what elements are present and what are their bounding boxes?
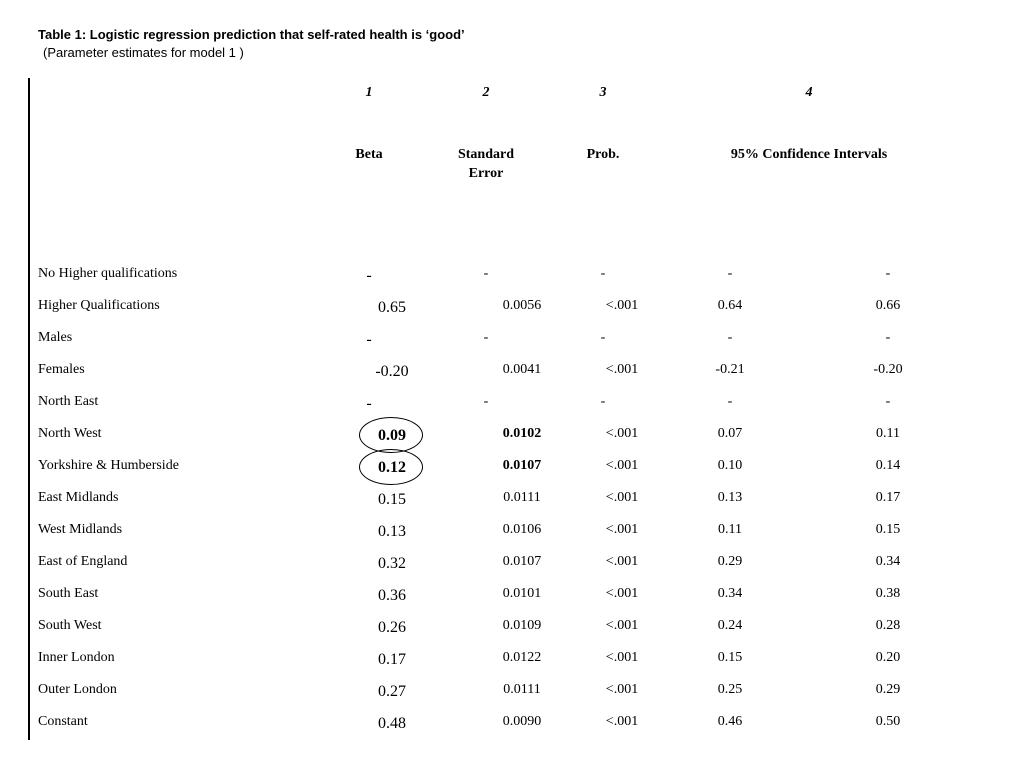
cell-ci-lower: 0.07	[717, 426, 743, 441]
table-title: Table 1: Logistic regression prediction that self-rated health is ‘good’	[38, 27, 465, 42]
header-confidence-intervals: 95% Confidence Intervals	[730, 147, 888, 162]
table-row	[0, 394, 1024, 426]
cell-beta: -	[366, 267, 372, 284]
cell-ci-lower: -	[727, 394, 733, 409]
cell-prob: <.001	[605, 554, 639, 569]
table-row	[0, 266, 1024, 298]
cell-ci-upper: -	[885, 394, 891, 409]
cell-prob: <.001	[605, 650, 639, 665]
cell-ci-upper: -0.20	[873, 362, 903, 377]
cell-ci-lower: 0.29	[717, 554, 743, 569]
cell-ci-upper: 0.34	[875, 554, 901, 569]
row-label: North East	[38, 394, 99, 409]
cell-standard-error: 0.0056	[502, 298, 542, 313]
highlight-circle	[359, 417, 423, 453]
cell-ci-upper: 0.15	[875, 522, 901, 537]
cell-beta: 0.65	[378, 299, 406, 316]
table-row	[0, 330, 1024, 362]
cell-beta: 0.48	[378, 715, 406, 732]
cell-standard-error: 0.0107	[502, 458, 542, 473]
cell-beta: 0.32	[378, 555, 406, 572]
cell-ci-lower: -	[727, 266, 733, 281]
table-row	[0, 298, 1024, 330]
cell-beta: 0.13	[378, 523, 406, 540]
cell-ci-lower: -	[727, 330, 733, 345]
row-label: Constant	[38, 714, 88, 729]
cell-ci-lower: 0.25	[717, 682, 743, 697]
row-label: Higher Qualifications	[38, 298, 160, 313]
row-label: South West	[38, 618, 102, 633]
header-standard-error	[458, 145, 514, 183]
cell-ci-lower: 0.11	[718, 522, 742, 537]
row-label: East Midlands	[38, 490, 119, 505]
header-se-line1: Standard	[457, 147, 515, 162]
cell-prob: <.001	[605, 522, 639, 537]
row-label: Outer London	[38, 682, 117, 697]
cell-beta: 0.36	[378, 587, 406, 604]
highlight-circle	[359, 449, 423, 485]
table-subtitle: (Parameter estimates for model 1 )	[43, 45, 244, 60]
column-number-2: 2	[482, 85, 490, 100]
cell-beta: -	[366, 331, 372, 348]
cell-standard-error: 0.0107	[502, 554, 542, 569]
cell-prob: <.001	[605, 586, 639, 601]
cell-prob: -	[600, 394, 606, 409]
row-label: No Higher qualifications	[38, 266, 178, 281]
cell-ci-upper: 0.29	[875, 682, 901, 697]
cell-prob: <.001	[605, 714, 639, 729]
cell-ci-upper: 0.17	[875, 490, 901, 505]
cell-ci-lower: 0.64	[717, 298, 743, 313]
cell-prob: <.001	[605, 298, 639, 313]
cell-ci-lower: 0.34	[717, 586, 743, 601]
table-row	[0, 650, 1024, 682]
column-number-3: 3	[599, 85, 607, 100]
cell-ci-upper: 0.50	[875, 714, 901, 729]
cell-prob: <.001	[605, 458, 639, 473]
cell-standard-error: 0.0111	[503, 682, 541, 697]
cell-standard-error: 0.0090	[502, 714, 542, 729]
cell-ci-upper: -	[885, 266, 891, 281]
cell-ci-upper: 0.20	[875, 650, 901, 665]
cell-ci-lower: 0.10	[717, 458, 743, 473]
row-label: Yorkshire & Humberside	[38, 458, 179, 473]
cell-prob: -	[600, 266, 606, 281]
row-label: Inner London	[38, 650, 115, 665]
cell-standard-error: 0.0109	[502, 618, 542, 633]
table-row	[0, 554, 1024, 586]
cell-beta: 0.09	[378, 427, 406, 444]
cell-standard-error: 0.0111	[503, 490, 541, 505]
row-label: Females	[38, 362, 85, 377]
cell-prob: <.001	[605, 618, 639, 633]
table-row	[0, 426, 1024, 458]
table-row	[0, 618, 1024, 650]
cell-ci-upper: 0.14	[875, 458, 901, 473]
header-se-line2: Error	[468, 166, 504, 181]
cell-standard-error: -	[483, 394, 489, 409]
cell-ci-upper: 0.11	[876, 426, 900, 441]
table-row	[0, 522, 1024, 554]
cell-standard-error: -	[483, 266, 489, 281]
cell-standard-error: -	[483, 330, 489, 345]
cell-ci-upper: 0.38	[875, 586, 901, 601]
column-number-1: 1	[365, 85, 373, 100]
table-row	[0, 362, 1024, 394]
header-beta: Beta	[355, 147, 383, 162]
cell-beta: 0.27	[378, 683, 406, 700]
table-row	[0, 490, 1024, 522]
row-label: West Midlands	[38, 522, 123, 537]
column-number-4: 4	[805, 85, 813, 100]
cell-ci-lower: 0.46	[717, 714, 743, 729]
cell-beta: -0.20	[375, 363, 409, 380]
cell-standard-error: 0.0041	[502, 362, 542, 377]
cell-prob: -	[600, 330, 606, 345]
cell-beta: -	[366, 395, 372, 412]
cell-beta: 0.12	[378, 459, 406, 476]
cell-ci-lower: -0.21	[715, 362, 745, 377]
cell-ci-lower: 0.24	[717, 618, 743, 633]
table-row	[0, 682, 1024, 714]
cell-standard-error: 0.0102	[502, 426, 542, 441]
row-label: North West	[38, 426, 102, 441]
cell-standard-error: 0.0122	[502, 650, 542, 665]
cell-beta: 0.15	[378, 491, 406, 508]
cell-ci-lower: 0.15	[717, 650, 743, 665]
table-row	[0, 714, 1024, 746]
cell-standard-error: 0.0106	[502, 522, 542, 537]
cell-prob: <.001	[605, 490, 639, 505]
cell-prob: <.001	[605, 426, 639, 441]
cell-beta: 0.17	[378, 651, 406, 668]
cell-prob: <.001	[605, 362, 639, 377]
cell-ci-upper: -	[885, 330, 891, 345]
cell-ci-upper: 0.66	[875, 298, 901, 313]
row-label: East of England	[38, 554, 128, 569]
table-row	[0, 586, 1024, 618]
table-row	[0, 458, 1024, 490]
cell-ci-upper: 0.28	[875, 618, 901, 633]
row-label: Males	[38, 330, 73, 345]
row-label: South East	[38, 586, 99, 601]
cell-standard-error: 0.0101	[502, 586, 542, 601]
header-prob: Prob.	[586, 147, 620, 162]
cell-beta: 0.26	[378, 619, 406, 636]
cell-ci-lower: 0.13	[717, 490, 743, 505]
cell-prob: <.001	[605, 682, 639, 697]
